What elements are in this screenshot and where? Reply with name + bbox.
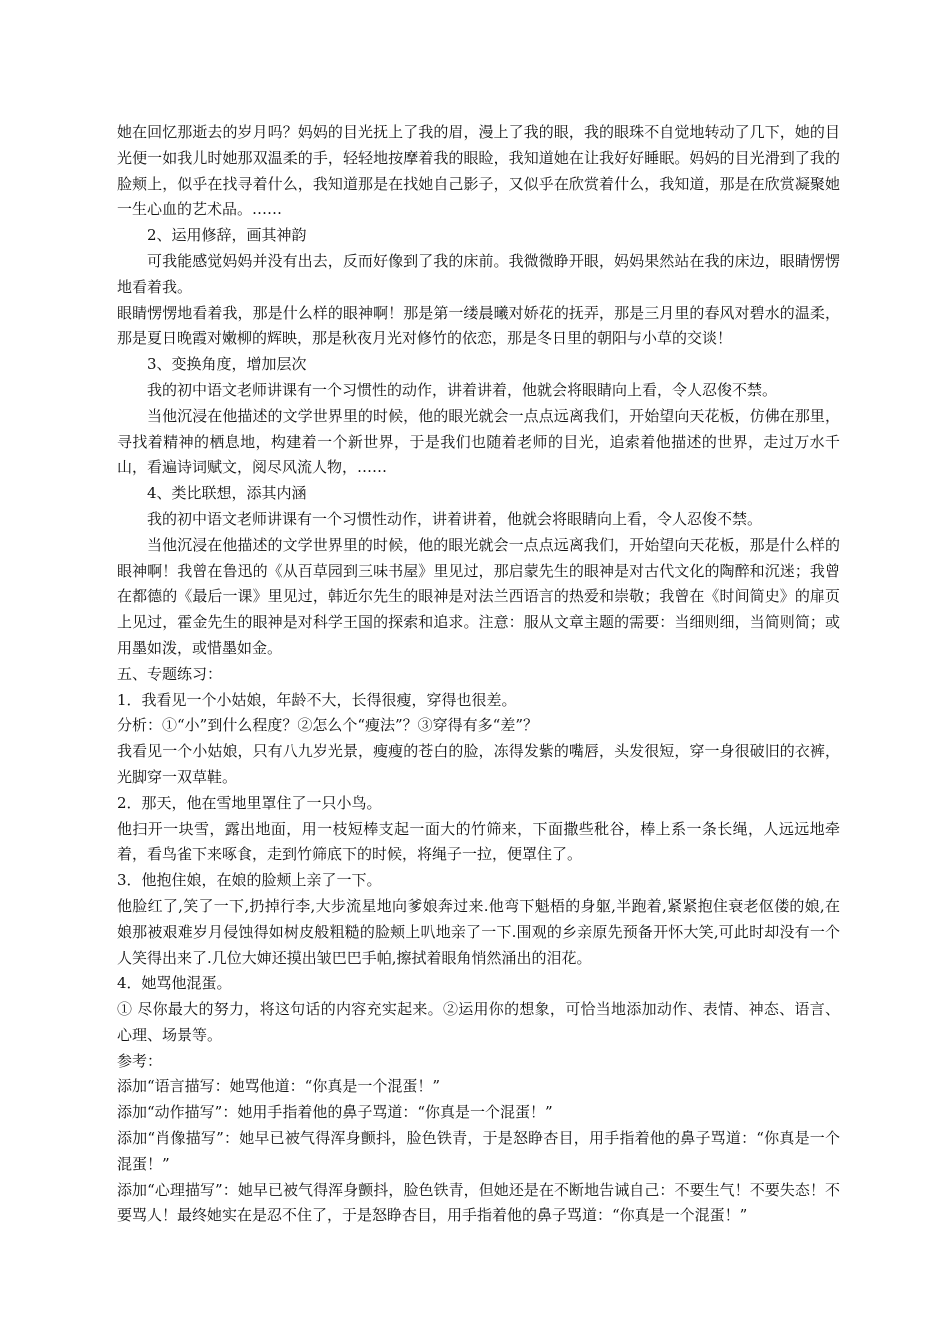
exercise-1-answer: 我看见一个小姑娘，只有八九岁光景，瘦瘦的苍白的脸，冻得发紫的嘴唇，头发很短，穿一身很破旧的衣裤，光脚穿一双草鞋。 xyxy=(117,742,840,786)
heading-change-angle: 3、变换角度，增加层次 xyxy=(147,355,307,374)
exercise-3-prompt: 3．他抱住娘，在娘的脸颊上亲了一下。 xyxy=(117,871,382,890)
reference-psychology: 添加“心理描写”：她早已被气得浑身颤抖，脸色铁青，但她还是在不断地告诫自己：不要生气！不要失态！不要骂人！最终她实在是忍不住了，于是怒睁杏目，用手指着他的鼻子骂道：“你真是一个混蛋！” xyxy=(117,1180,840,1225)
exercise-4-instructions: ① 尽你最大的努力，将这句话的内容充实起来。②运用你的想象，可恰当地添加动作、表情、神态、语言、心理、场景等。 xyxy=(117,1000,840,1044)
exercise-3-answer: 他脸红了,笑了一下,扔掉行李,大步流星地向爹娘奔过来.他弯下魁梧的身躯,半跑着,紧紧抱住衰老伛偻的娘,在娘那被艰难岁月侵蚀得如树皮般粗糙的脸颊上叭地亲了一下.围观的乡亲原先预备开怀大笑,可此时却没有一个人笑得出来了.几位大婶还摸出皱巴巴手帕,擦拭着眼角悄然涌出的泪花。 xyxy=(117,896,840,967)
exercise-4-prompt: 4．她骂他混蛋。 xyxy=(117,974,232,993)
heading-analogy: 4、类比联想，添其内涵 xyxy=(147,484,307,503)
exercise-1-analysis: 分析：①“小”到什么程度？②怎么个“瘦法”？③穿得有多“差”？ xyxy=(117,716,539,735)
document-page xyxy=(117,120,840,1229)
paragraph-teacher-habit-2: 我的初中语文老师讲课有一个习惯性动作，讲着讲着，他就会将眼睛向上看，令人忍俊不禁。 xyxy=(147,509,763,528)
paragraph-gaze-metaphors: 眼睛愣愣地看着我，那是什么样的眼神啊！那是第一缕晨曦对娇花的抚弄，那是三月里的春风对碧水的温柔，那是夏日晚霞对嫩柳的辉映，那是秋夜月光对修竹的依恋，那是冬日里的朝阳与小草的交谈！ xyxy=(117,303,840,348)
exercise-2-answer: 他扫开一块雪，露出地面，用一枝短棒支起一面大的竹筛来，下面撒些秕谷，棒上系一条长绳，人远远地牵着，看鸟雀下来啄食，走到竹筛底下的时候，将绳子一拉，便罩住了。 xyxy=(117,819,840,864)
reference-label: 参考： xyxy=(117,1051,163,1070)
reference-portrait: 添加“肖像描写”：她早已被气得浑身颤抖，脸色铁青，于是怒睁杏目，用手指着他的鼻子骂道：“你真是一个混蛋！” xyxy=(117,1129,840,1173)
paragraph-mother-bedside: 可我能感觉妈妈并没有出去，反而好像到了我的床前。我微微睁开眼，妈妈果然站在我的床边，眼睛愣愣地看着我。 xyxy=(117,251,840,296)
reference-action: 添加“动作描写”：她用手指着他的鼻子骂道：“你真是一个混蛋！” xyxy=(117,1103,553,1122)
exercise-1-prompt: 1．我看见一个小姑娘，年龄不大，长得很瘦，穿得也很差。 xyxy=(117,690,517,709)
exercise-2-prompt: 2．那天，他在雪地里罩住了一只小鸟。 xyxy=(117,793,382,812)
reference-language: 添加“语言描写：她骂他道：“你真是一个混蛋！” xyxy=(117,1077,441,1096)
paragraph-teacher-analogy: 当他沉浸在他描述的文学世界里的时候，他的眼光就会一点点远离我们，开始望向天花板，那是什么样的眼神啊！我曾在鲁迅的《从百草园到三味书屋》里见过，那启蒙先生的眼神是对古代文化的陶醉和沉迷；我曾在都德的《最后一课》里见过，韩近尔先生的眼神是对法兰西语言的热爱和崇敬；我曾在《时间简史》的扉页上见过，霍金先生的眼神是对科学王国的探索和追求。注意：服从文章主题的需要：当细则细，当简则简；或用墨如泼，或惜墨如金。 xyxy=(117,535,840,657)
heading-practice: 五、专题练习： xyxy=(117,664,223,683)
heading-rhetoric: 2、运用修辞，画其神韵 xyxy=(147,226,307,245)
paragraph-memory-gaze: 她在回忆那逝去的岁月吗？妈妈的目光抚上了我的眉，漫上了我的眼，我的眼珠不自觉地转动了几下，她的目光便一如我儿时她那双温柔的手，轻轻地按摩着我的眼睑，我知道她在让我好好睡眠。妈妈的目光滑到了我的脸颊上，似乎在找寻着什么，我知道那是在找她自己影子，又似乎在欣赏着什么，我知道，那是在欣赏凝聚她一生心血的艺术品。…… xyxy=(117,123,840,219)
paragraph-teacher-habit-1: 我的初中语文老师讲课有一个习惯性的动作，讲着讲着，他就会将眼睛向上看，令人忍俊不禁。 xyxy=(147,380,778,399)
paragraph-teacher-world: 当他沉浸在他描述的文学世界里的时候，他的眼光就会一点点远离我们，开始望向天花板，仿佛在那里，寻找着精神的栖息地，构建着一个新世界，于是我们也随着老师的目光，追索着他描述的世界，走过万水千山，看遍诗词赋文，阅尽风流人物，…… xyxy=(117,406,840,477)
